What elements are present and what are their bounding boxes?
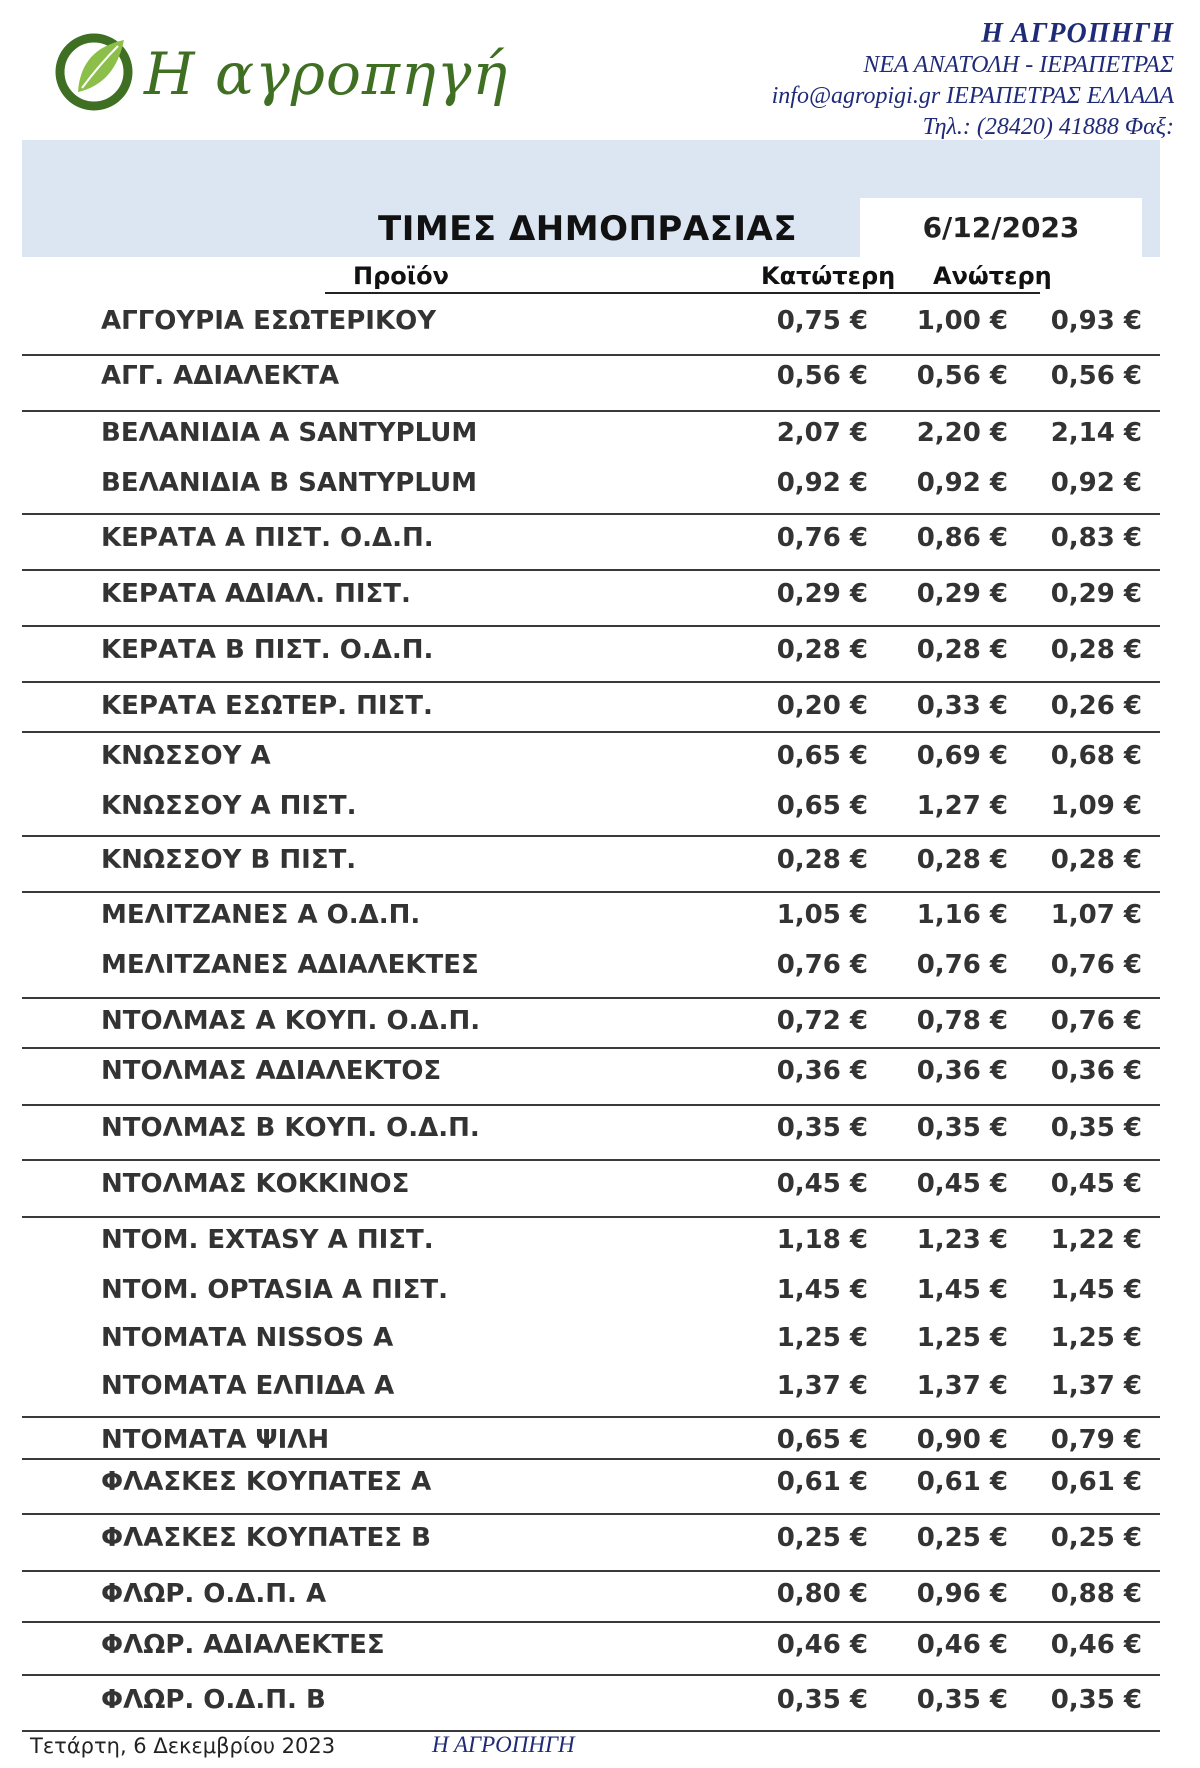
product-name: ΚΝΩΣΣΟΥ Α xyxy=(101,741,271,771)
product-name: ΝΤΟΛΜΑΣ ΑΔΙΑΛΕΚΤΟΣ xyxy=(101,1056,442,1086)
row-separator xyxy=(22,1416,1160,1418)
avg-price: 1,07 € xyxy=(1050,900,1142,930)
row-separator xyxy=(22,997,1160,999)
product-name: ΦΛΩΡ. ΑΔΙΑΛΕΚΤΕΣ xyxy=(101,1630,385,1660)
table-row xyxy=(0,1518,1200,1558)
max-price: 1,00 € xyxy=(916,306,1008,336)
column-header-min: Κατώτερη xyxy=(761,262,896,290)
max-price: 1,45 € xyxy=(916,1275,1008,1305)
row-separator xyxy=(22,1621,1160,1623)
max-price: 0,28 € xyxy=(916,635,1008,665)
product-name: ΚΝΩΣΣΟΥ Β ΠΙΣΤ. xyxy=(101,845,357,875)
avg-price: 0,45 € xyxy=(1050,1169,1142,1199)
table-row xyxy=(0,1270,1200,1310)
product-name: ΝΤΟΜΑΤΑ ΨΙΛΗ xyxy=(101,1425,330,1455)
min-price: 0,46 € xyxy=(776,1630,868,1660)
min-price: 0,92 € xyxy=(776,468,868,498)
avg-price: 0,79 € xyxy=(1050,1425,1142,1455)
min-price: 0,76 € xyxy=(776,523,868,553)
min-price: 0,72 € xyxy=(776,1006,868,1036)
table-row xyxy=(0,413,1200,453)
table-row xyxy=(0,301,1200,341)
row-separator xyxy=(22,1159,1160,1161)
max-price: 0,90 € xyxy=(916,1425,1008,1455)
table-row xyxy=(0,1164,1200,1204)
max-price: 1,23 € xyxy=(916,1225,1008,1255)
max-price: 0,46 € xyxy=(916,1630,1008,1660)
company-info xyxy=(772,18,1174,143)
avg-price: 0,28 € xyxy=(1050,635,1142,665)
max-price: 0,28 € xyxy=(916,845,1008,875)
product-name: ΒΕΛΑΝΙΔΙΑ Α SANTYPLUM xyxy=(101,418,478,448)
table-row xyxy=(0,736,1200,776)
avg-price: 0,35 € xyxy=(1050,1113,1142,1143)
product-name: ΚΕΡΑΤΑ Β ΠΙΣΤ. Ο.Δ.Π. xyxy=(101,635,434,665)
table-row xyxy=(0,1680,1200,1720)
min-price: 1,37 € xyxy=(776,1371,868,1401)
row-separator xyxy=(22,891,1160,893)
avg-price: 1,22 € xyxy=(1050,1225,1142,1255)
max-price: 1,16 € xyxy=(916,900,1008,930)
row-separator xyxy=(22,1513,1160,1515)
min-price: 0,45 € xyxy=(776,1169,868,1199)
avg-price: 0,46 € xyxy=(1050,1630,1142,1660)
avg-price: 0,29 € xyxy=(1050,579,1142,609)
column-header-max: Ανώτερη xyxy=(933,262,1052,290)
avg-price: 1,37 € xyxy=(1050,1371,1142,1401)
max-price: 0,45 € xyxy=(916,1169,1008,1199)
min-price: 0,65 € xyxy=(776,791,868,821)
min-price: 0,29 € xyxy=(776,579,868,609)
product-name: ΚΝΩΣΣΟΥ Α ΠΙΣΤ. xyxy=(101,791,357,821)
product-name: ΝΤΟΛΜΑΣ Α ΚΟΥΠ. Ο.Δ.Π. xyxy=(101,1006,481,1036)
row-separator xyxy=(22,569,1160,571)
max-price: 0,35 € xyxy=(916,1113,1008,1143)
product-name: ΦΛΑΣΚΕΣ ΚΟΥΠΑΤΕΣ Α xyxy=(101,1467,432,1497)
row-separator xyxy=(22,1458,1160,1460)
avg-price: 1,09 € xyxy=(1050,791,1142,821)
product-name: ΜΕΛΙΤΖΑΝΕΣ Α Ο.Δ.Π. xyxy=(101,900,421,930)
product-name: ΚΕΡΑΤΑ Α ΠΙΣΤ. Ο.Δ.Π. xyxy=(101,523,434,553)
table-row xyxy=(0,945,1200,985)
min-price: 0,75 € xyxy=(776,306,868,336)
table-row xyxy=(0,1220,1200,1260)
max-price: 0,76 € xyxy=(916,950,1008,980)
product-name: ΝΤΟΜΑΤΑ NISSOS Α xyxy=(101,1323,394,1353)
table-row xyxy=(0,574,1200,614)
table-row xyxy=(0,1420,1200,1460)
max-price: 0,33 € xyxy=(916,691,1008,721)
max-price: 0,56 € xyxy=(916,361,1008,391)
company-name: Η ΑΓΡΟΠΗΓΗ xyxy=(981,18,1174,49)
product-name: ΦΛΩΡ. Ο.Δ.Π. Β xyxy=(101,1685,326,1715)
footer-date: Τετάρτη, 6 Δεκεμβρίου 2023 xyxy=(30,1734,336,1758)
avg-price: 0,88 € xyxy=(1050,1579,1142,1609)
avg-price: 0,68 € xyxy=(1050,741,1142,771)
product-name: ΚΕΡΑΤΑ ΑΔΙΑΛ. ΠΙΣΤ. xyxy=(101,579,411,609)
row-separator xyxy=(22,835,1160,837)
min-price: 1,18 € xyxy=(776,1225,868,1255)
avg-price: 1,45 € xyxy=(1050,1275,1142,1305)
column-header-product: Προϊόν xyxy=(353,262,449,290)
row-separator xyxy=(22,1570,1160,1572)
min-price: 0,35 € xyxy=(776,1113,868,1143)
row-separator xyxy=(22,681,1160,683)
avg-price: 0,36 € xyxy=(1050,1056,1142,1086)
min-price: 0,56 € xyxy=(776,361,868,391)
table-row xyxy=(0,630,1200,670)
min-price: 1,45 € xyxy=(776,1275,868,1305)
table-row xyxy=(0,786,1200,826)
row-separator xyxy=(22,1730,1160,1732)
max-price: 0,25 € xyxy=(916,1523,1008,1553)
table-row xyxy=(0,1462,1200,1502)
min-price: 0,61 € xyxy=(776,1467,868,1497)
company-email: info@agropigi.gr ΙΕΡΑΠΕΤΡΑΣ ΕΛΛΑΔΑ xyxy=(771,83,1174,109)
avg-price: 0,28 € xyxy=(1050,845,1142,875)
product-name: ΦΛΩΡ. Ο.Δ.Π. Α xyxy=(101,1579,327,1609)
product-name: ΒΕΛΑΝΙΔΙΑ Β SANTYPLUM xyxy=(101,468,477,498)
product-name: ΑΓΓΟΥΡΙΑ ΕΣΩΤΕΡΙΚΟΥ xyxy=(101,306,437,336)
row-separator xyxy=(22,1216,1160,1218)
min-price: 0,65 € xyxy=(776,741,868,771)
min-price: 0,20 € xyxy=(776,691,868,721)
table-row xyxy=(0,1001,1200,1041)
min-price: 0,80 € xyxy=(776,1579,868,1609)
row-separator xyxy=(22,410,1160,412)
min-price: 0,36 € xyxy=(776,1056,868,1086)
avg-price: 0,76 € xyxy=(1050,1006,1142,1036)
table-row xyxy=(0,1051,1200,1091)
max-price: 0,29 € xyxy=(916,579,1008,609)
product-name: ΝΤΟΜΑΤΑ ΕΛΠΙΔΑ Α xyxy=(101,1371,395,1401)
table-row xyxy=(0,463,1200,503)
page-title: ΤΙΜΕΣ ΔΗΜΟΠΡΑΣΙΑΣ xyxy=(378,209,798,249)
table-row xyxy=(0,1625,1200,1665)
avg-price: 0,26 € xyxy=(1050,691,1142,721)
max-price: 0,36 € xyxy=(916,1056,1008,1086)
max-price: 0,86 € xyxy=(916,523,1008,553)
table-row xyxy=(0,895,1200,935)
avg-price: 1,25 € xyxy=(1050,1323,1142,1353)
row-separator xyxy=(22,1047,1160,1049)
leaf-icon xyxy=(52,26,142,116)
table-row xyxy=(0,840,1200,880)
table-row xyxy=(0,356,1200,396)
product-name: ΚΕΡΑΤΑ ΕΣΩΤΕΡ. ΠΙΣΤ. xyxy=(101,691,433,721)
max-price: 2,20 € xyxy=(916,418,1008,448)
row-separator xyxy=(22,1674,1160,1676)
min-price: 0,65 € xyxy=(776,1425,868,1455)
table-row xyxy=(0,1108,1200,1148)
min-price: 0,35 € xyxy=(776,1685,868,1715)
company-address: ΝΕΑ ΑΝΑΤΟΛΗ - ΙΕΡΑΠΕΤΡΑΣ xyxy=(863,52,1174,78)
logo-text: Η αγροπηγή xyxy=(144,40,509,108)
min-price: 0,28 € xyxy=(776,635,868,665)
min-price: 1,25 € xyxy=(776,1323,868,1353)
avg-price: 0,92 € xyxy=(1050,468,1142,498)
row-separator xyxy=(22,625,1160,627)
header-underline xyxy=(325,292,1040,294)
product-name: ΝΤΟΛΜΑΣ Β ΚΟΥΠ. Ο.Δ.Π. xyxy=(101,1113,480,1143)
max-price: 0,61 € xyxy=(916,1467,1008,1497)
min-price: 0,28 € xyxy=(776,845,868,875)
footer-company: Η ΑΓΡΟΠΗΓΗ xyxy=(432,1732,575,1757)
table-row xyxy=(0,1366,1200,1406)
max-price: 1,37 € xyxy=(916,1371,1008,1401)
max-price: 0,35 € xyxy=(916,1685,1008,1715)
avg-price: 0,25 € xyxy=(1050,1523,1142,1553)
product-name: ΝΤΟΛΜΑΣ ΚΟΚΚΙΝΟΣ xyxy=(101,1169,410,1199)
product-name: ΑΓΓ. ΑΔΙΑΛΕΚΤΑ xyxy=(101,361,340,391)
table-row xyxy=(0,686,1200,726)
max-price: 0,78 € xyxy=(916,1006,1008,1036)
company-phone: Τηλ.: (28420) 41888 Φαξ: xyxy=(922,114,1174,140)
row-separator xyxy=(22,731,1160,733)
table-row xyxy=(0,1574,1200,1614)
max-price: 1,27 € xyxy=(916,791,1008,821)
table-row xyxy=(0,1318,1200,1358)
auction-date: 6/12/2023 xyxy=(860,198,1142,258)
avg-price: 0,93 € xyxy=(1050,306,1142,336)
avg-price: 0,56 € xyxy=(1050,361,1142,391)
row-separator xyxy=(22,1104,1160,1106)
avg-price: 2,14 € xyxy=(1050,418,1142,448)
table-row xyxy=(0,518,1200,558)
min-price: 1,05 € xyxy=(776,900,868,930)
max-price: 1,25 € xyxy=(916,1323,1008,1353)
min-price: 0,25 € xyxy=(776,1523,868,1553)
min-price: 0,76 € xyxy=(776,950,868,980)
company-logo xyxy=(52,20,509,130)
max-price: 0,96 € xyxy=(916,1579,1008,1609)
avg-price: 0,61 € xyxy=(1050,1467,1142,1497)
avg-price: 0,35 € xyxy=(1050,1685,1142,1715)
product-name: ΝΤΟΜ. OPTASIA Α ΠΙΣΤ. xyxy=(101,1275,448,1305)
min-price: 2,07 € xyxy=(776,418,868,448)
row-separator xyxy=(22,513,1160,515)
product-name: ΜΕΛΙΤΖΑΝΕΣ ΑΔΙΑΛΕΚΤΕΣ xyxy=(101,950,479,980)
max-price: 0,92 € xyxy=(916,468,1008,498)
product-name: ΝΤΟΜ. EXTASY Α ΠΙΣΤ. xyxy=(101,1225,434,1255)
avg-price: 0,83 € xyxy=(1050,523,1142,553)
avg-price: 0,76 € xyxy=(1050,950,1142,980)
max-price: 0,69 € xyxy=(916,741,1008,771)
product-name: ΦΛΑΣΚΕΣ ΚΟΥΠΑΤΕΣ Β xyxy=(101,1523,431,1553)
